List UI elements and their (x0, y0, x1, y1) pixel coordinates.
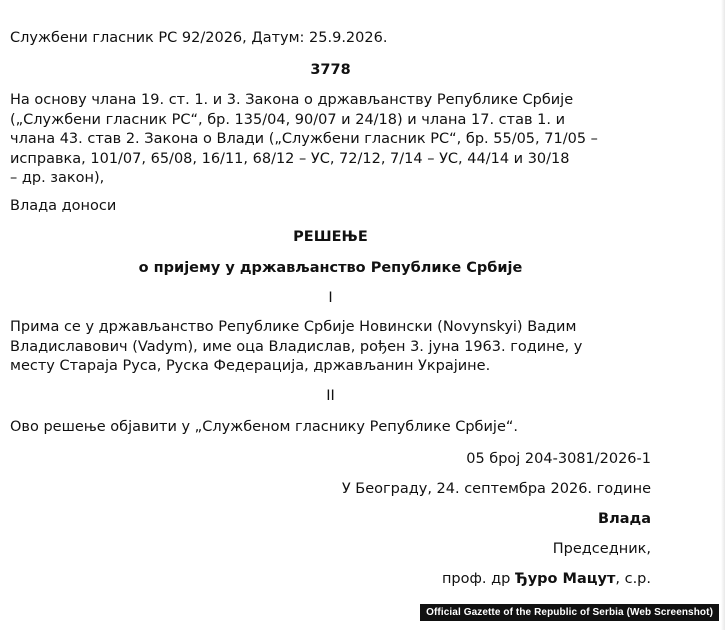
gazette-header: Службени гласник РС 92/2026, Датум: 25.9.2026. (10, 30, 388, 46)
signatory-position: Председник, (552, 541, 651, 557)
preamble-line: – др. закон), (10, 170, 105, 186)
right-edge-shadow (721, 0, 725, 630)
source-watermark: Official Gazette of the Republic of Serbia (Web Screenshot) (420, 604, 719, 621)
reference-number: 05 број 204-3081/2026-1 (466, 451, 651, 467)
section-one-numeral: I (328, 290, 333, 306)
issuer-line: Влада доноси (10, 198, 117, 214)
signatory-name (10, 569, 651, 589)
place-and-date: У Београду, 24. септембра 2026. године (341, 481, 651, 497)
signatory-name-text (442, 571, 651, 587)
decision-subtitle: о пријему у држављанство Републике Србије (138, 260, 523, 276)
issuing-body: Влада (598, 511, 651, 527)
signatory-title: проф. др (441, 571, 515, 587)
decision-title: РЕШЕЊЕ (293, 229, 368, 245)
section-two-numeral: II (326, 388, 335, 404)
section-two-text: Ово решење објавити у „Службеном гласнику Републике Србије“. (10, 419, 518, 435)
section-one-line: Владиславович (Vadym), име оца Владислав, рођен 3. јуна 1963. године, у (10, 338, 583, 355)
document-number: 3778 (310, 62, 351, 78)
signatory-suffix: , с.р. (615, 571, 651, 587)
preamble-line: („Службени гласник РС“, бр. 135/04, 90/07 и 24/18) и члана 17. став 1. и (10, 111, 565, 128)
section-one-line: Прима се у држављанство Републике Србије Новински (Novynskyi) Вадим (10, 319, 577, 335)
preamble-paragraph (10, 91, 655, 189)
preamble-line: На основу члана 19. ст. 1. и 3. Закона о држављанству Републике Србије (10, 92, 574, 108)
preamble-line: члана 43. став 2. Закона о Влади („Службени гласник РС“, бр. 55/05, 71/05 – (10, 131, 598, 147)
section-one-line: месту Старaја Руса, Руска Федерација, држављанин Украјине. (10, 358, 491, 374)
preamble-line: исправка, 101/07, 65/08, 16/11, 68/12 – УС, 72/12, 7/14 – УС, 44/14 и 30/18 (10, 150, 570, 167)
section-one-paragraph (10, 318, 655, 377)
signatory-surname: Ђуро Мацут (514, 571, 616, 587)
